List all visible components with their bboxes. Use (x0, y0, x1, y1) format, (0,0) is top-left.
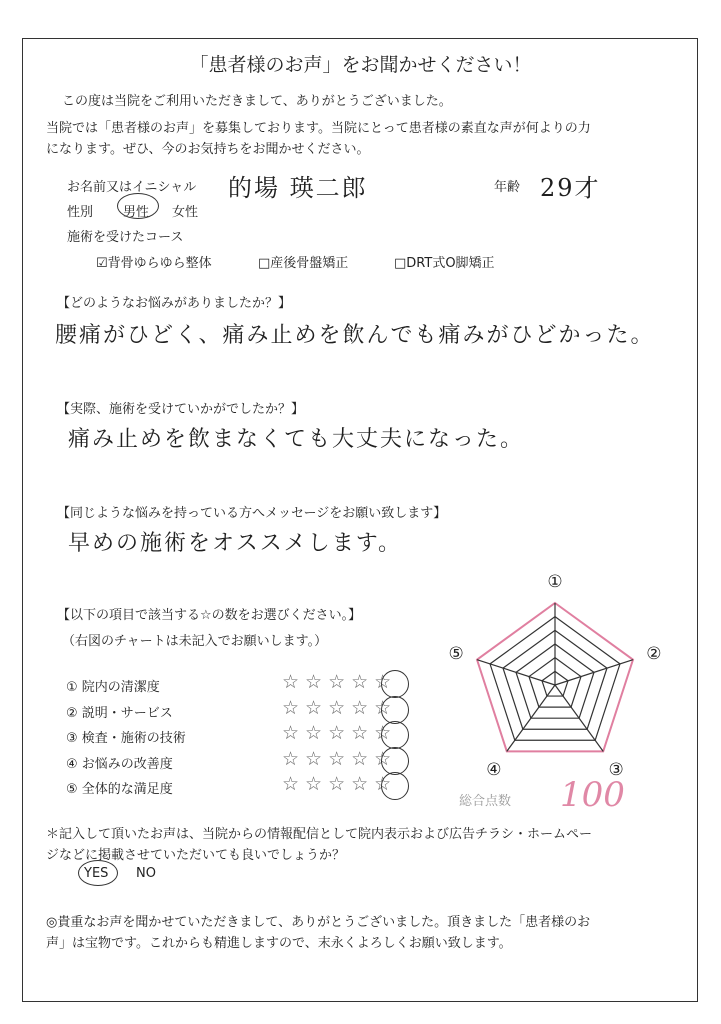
rating-note: （右図のチャートは未記入でお願いします。） (62, 634, 328, 649)
rating-item-label: ④ お悩みの改善度 (66, 756, 173, 772)
radar-axis (477, 660, 555, 685)
name-value: 的場 瑛二郎 (228, 174, 368, 202)
intro-line-2: 当院では「患者様のお声」を募集しております。当院にとって患者様の素直な声が何よりの力 (46, 121, 591, 136)
rating-item-label: ② 説明・サービス (66, 705, 173, 721)
consent-line-1: ＊記入して頂いたお声は、当院からの情報配信として院内表示および広告チラシ・ホームペー (46, 827, 593, 842)
radar-axis-label: ② (646, 643, 662, 664)
name-label: お名前又はイニシャル (67, 180, 197, 195)
sex-female: 女性 (172, 205, 199, 220)
rating-stars[interactable]: ☆☆☆☆☆ (282, 747, 398, 770)
age-label: 年齢 (494, 180, 521, 195)
sex-male: 男性 (123, 205, 150, 220)
score-value: 100 (560, 775, 625, 815)
consent-yes-circle (78, 860, 118, 886)
rating-item-label: ⑤ 全体的な満足度 (66, 782, 173, 797)
rating-stars[interactable]: ☆☆☆☆☆ (282, 696, 398, 719)
consent-line-2: ジなどに掲載させていただいても良いでしょうか？ (46, 848, 346, 863)
course-label: 施術を受けたコース (67, 230, 184, 245)
rating-selection-circle (381, 721, 409, 749)
radar-axis-label: ① (547, 572, 563, 592)
question-3-label: 【同じような悩みを持っている方へメッセージをお願い致します】 (57, 506, 447, 521)
intro-line-1: この度は当院をご利用いただきまして、ありがとうございました。 (62, 94, 452, 109)
sex-label: 性別 (67, 205, 94, 220)
consent-yes: YES (84, 866, 109, 881)
radar-axis (555, 660, 633, 685)
rating-stars[interactable]: ☆☆☆☆☆ (282, 671, 398, 693)
score-label: 総合点数 (459, 794, 512, 809)
course-option-1: ☑背骨ゆらゆら整体 (96, 256, 212, 271)
rating-selection-circle (381, 670, 409, 698)
age-value: 29才 (540, 174, 601, 202)
sex-male-circle (117, 193, 159, 219)
question-2-label: 【実際、施術を受けていかがでしたか？】 (57, 402, 305, 417)
question-1-label: 【どのようなお悩みがありましたか？】 (57, 296, 292, 311)
radar-axis-label: ④ (486, 760, 502, 781)
radar-axis-label: ⑤ (448, 643, 464, 664)
rating-item-label: ① 院内の清潔度 (66, 680, 160, 695)
rating-selection-circle (381, 696, 409, 724)
rating-stars[interactable]: ☆☆☆☆☆ (282, 722, 398, 744)
rating-selection-circle (381, 772, 409, 800)
question-2-answer: 痛み止めを飲まなくても大丈夫になった。 (68, 427, 525, 452)
closing-line-2: 声」は宝物です。これからも精進しますので、末永くよろしくお願い致します。 (46, 936, 512, 951)
course-option-2: □産後骨盤矯正 (258, 256, 349, 271)
course-option-3: □DRT式O脚矯正 (394, 256, 495, 271)
intro-line-3: になります。ぜひ、今のお気持ちをお聞かせください。 (46, 142, 370, 157)
rating-selection-circle (381, 747, 409, 775)
page-title: 「患者様のお声」をお聞かせください！ (189, 54, 532, 76)
rating-label: 【以下の項目で該当する☆の数をお選びください。】 (57, 608, 362, 623)
closing-line-1: ◎貴重なお声を聞かせていただきまして、ありがとうございました。頂きました「患者様のお (46, 915, 591, 930)
radar-chart (448, 572, 700, 800)
question-3-answer: 早めの施術をオススメします。 (68, 531, 403, 556)
rating-stars[interactable]: ☆☆☆☆☆ (282, 773, 398, 795)
question-1-answer: 腰痛がひどく、痛み止めを飲んでも痛みがひどかった。 (55, 323, 655, 348)
rating-item-label: ③ 検査・施術の技術 (66, 731, 186, 746)
radar-axis-label: ③ (608, 760, 624, 781)
consent-no: NO (136, 866, 156, 881)
